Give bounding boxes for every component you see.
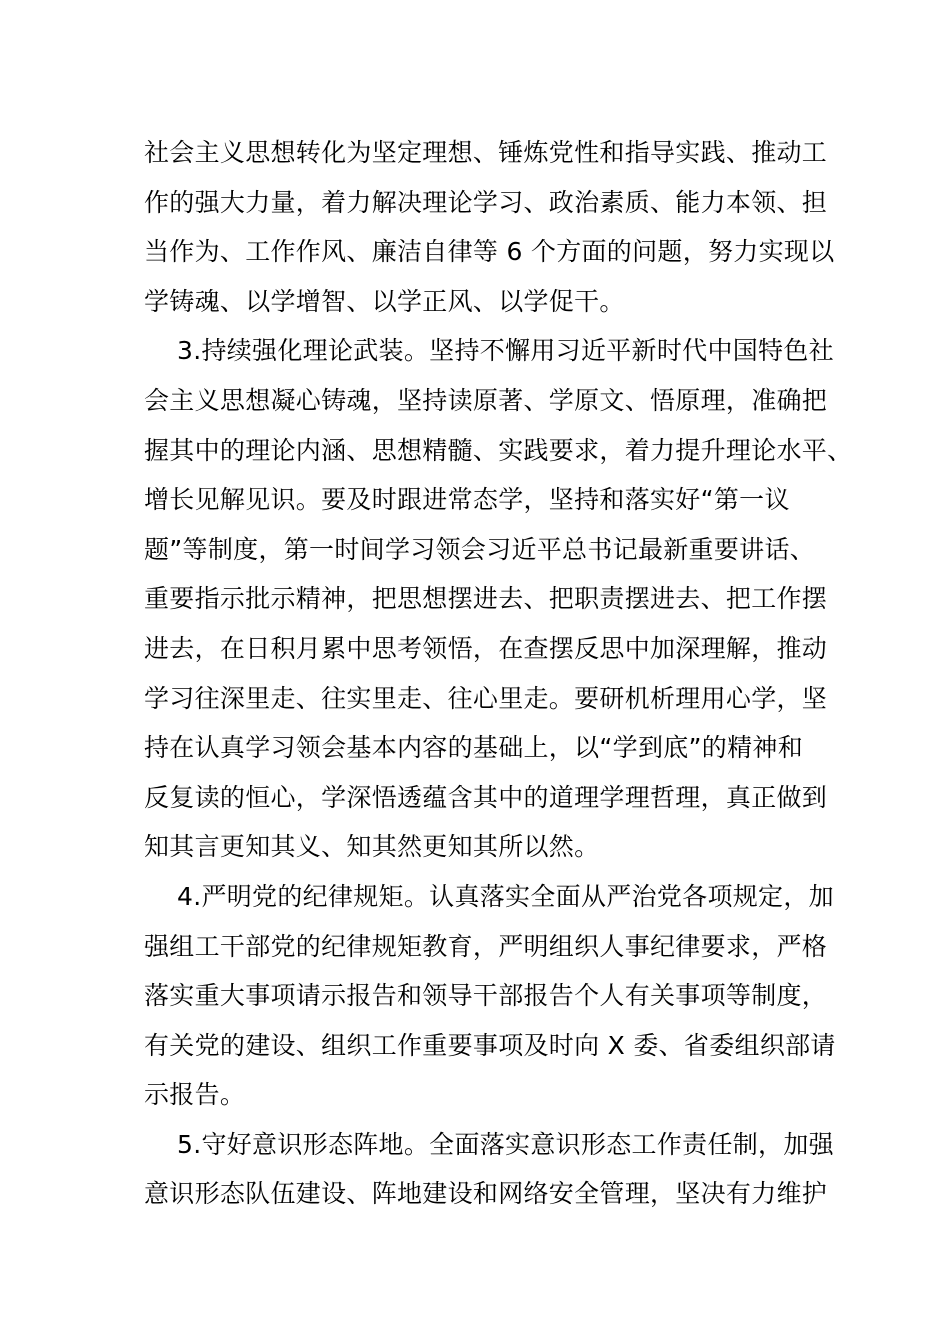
text-line: 强组工干部党的纪律规矩教育，严明组织人事纪律要求，严格 xyxy=(144,931,828,961)
text-line: 重要指示批示精神，把思想摆进去、把职责摆进去、把工作摆 xyxy=(144,584,828,614)
paragraph-5-first-line: 5.守好意识形态阵地。全面落实意识形态工作责任制，加强 xyxy=(177,1129,834,1159)
text-line: 有关党的建设、组织工作重要事项及时向 X 委、省委组织部请 xyxy=(144,1030,836,1060)
text-line: 当作为、工作作风、廉洁自律等 6 个方面的问题，努力实现以 xyxy=(144,237,835,267)
text-line: 题”等制度，第一时间学习领会习近平总书记最新重要讲话、 xyxy=(144,534,816,564)
paragraph-4-first-line: 4.严明党的纪律规矩。认真落实全面从严治党各项规定，加 xyxy=(177,881,834,911)
paragraph-3-first-line: 3.持续强化理论武装。坚持不懈用习近平新时代中国特色社 xyxy=(177,336,834,366)
text-line: 示报告。 xyxy=(144,1080,246,1110)
text-line: 作的强大力量，着力解决理论学习、政治素质、能力本领、担 xyxy=(144,187,828,217)
text-line: 知其言更知其义、知其然更知其所以然。 xyxy=(144,832,600,862)
text-line: 反复读的恒心，学深悟透蕴含其中的道理学理哲理，真正做到 xyxy=(144,782,828,812)
text-line: 增长见解见识。要及时跟进常态学，坚持和落实好“第一议 xyxy=(144,485,790,515)
document-body xyxy=(144,128,853,1219)
text-line: 意识形态队伍建设、阵地建设和网络安全管理，坚决有力维护 xyxy=(144,1179,828,1209)
text-line: 进去，在日积月累中思考领悟，在查摆反思中加深理解，推动 xyxy=(144,633,828,663)
text-line: 学铸魂、以学增智、以学正风、以学促干。 xyxy=(144,286,625,316)
text-line: 持在认真学习领会基本内容的基础上，以“学到底”的精神和 xyxy=(144,733,804,763)
text-line: 会主义思想凝心铸魂，坚持读原著、学原文、悟原理，准确把 xyxy=(144,385,828,415)
text-line: 落实重大事项请示报告和领导干部报告个人有关事项等制度， xyxy=(144,981,828,1011)
text-line: 学习往深里走、往实里走、往心里走。要研机析理用心学，坚 xyxy=(144,683,828,713)
text-line: 社会主义思想转化为坚定理想、锤炼党性和指导实践、推动工 xyxy=(144,138,828,167)
text-line: 握其中的理论内涵、思想精髓、实践要求，着力提升理论水平、 xyxy=(144,435,853,465)
